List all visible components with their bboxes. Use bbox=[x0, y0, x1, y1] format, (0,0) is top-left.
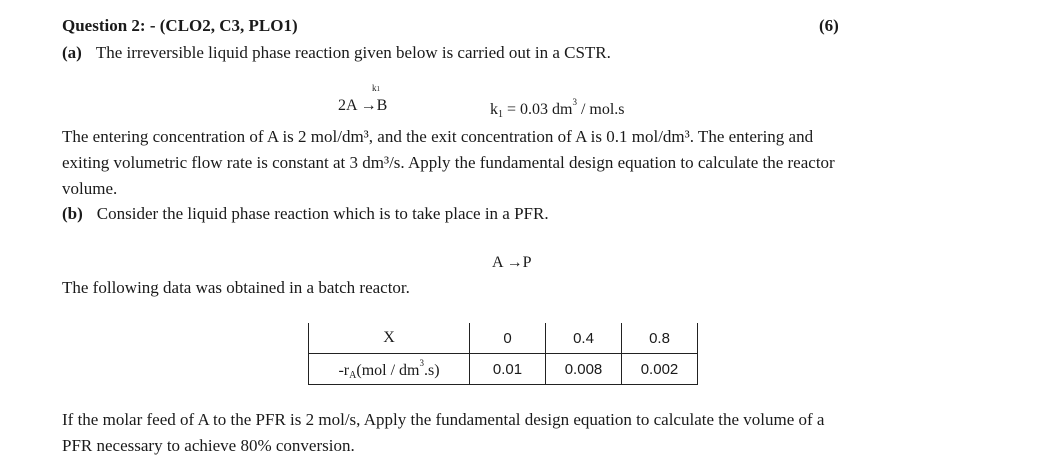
arrow-rate-constant: k1 bbox=[372, 83, 380, 93]
rate-header: $-r_A(mol / dm^3.s)$ bbox=[309, 354, 470, 385]
table-row-rate bbox=[309, 354, 698, 385]
table-cell: 0 bbox=[470, 323, 546, 354]
table-cell: 0.008 bbox=[546, 354, 622, 385]
closing-line-2: PFR necessary to achieve 80% conversion. bbox=[62, 436, 355, 455]
question-marks: (6) bbox=[819, 16, 839, 35]
part-a-line-1: The entering concentration of A is 2 mol/dm³, and the exit concentration of A is 0.1 mol/dm³. The entering and bbox=[62, 127, 814, 146]
table-cell: 0.4 bbox=[546, 323, 622, 354]
conversion-header: X bbox=[309, 323, 470, 354]
reaction-b: A →P bbox=[492, 254, 532, 271]
part-a-label: (a) bbox=[62, 43, 82, 62]
part-a-intro: The irreversible liquid phase reaction given below is carried out in a CSTR. bbox=[95, 43, 611, 62]
table-cell: 0.01 bbox=[470, 354, 546, 385]
table-cell: 0.8 bbox=[622, 323, 698, 354]
part-a-heading bbox=[62, 43, 611, 63]
part-a-line-3: volume. bbox=[62, 179, 118, 198]
batch-note: The following data was obtained in a batch reactor. bbox=[62, 278, 410, 297]
batch-data-table bbox=[308, 323, 698, 385]
table-row-conversion bbox=[309, 323, 698, 354]
part-b-label: (b) bbox=[62, 204, 83, 223]
part-a-line-2: exiting volumetric flow rate is constant at 3 dm³/s. Apply the fundamental design equation to calculate the reactor bbox=[62, 153, 835, 172]
question-title: Question 2: - (CLO2, C3, PLO1) bbox=[62, 16, 298, 35]
rate-constant-equation: $k_1 = 0.03$ $dm^3 / mol.s$ bbox=[490, 97, 625, 120]
part-b-intro: Consider the liquid phase reaction which is to take place in a PFR. bbox=[96, 204, 549, 223]
reaction-a: 2A →B bbox=[338, 97, 388, 114]
table-cell: 0.002 bbox=[622, 354, 698, 385]
closing-line-1: If the molar feed of A to the PFR is 2 mol/s, Apply the fundamental design equation to calculate the volume of a bbox=[62, 410, 825, 429]
part-b-heading bbox=[62, 204, 549, 224]
